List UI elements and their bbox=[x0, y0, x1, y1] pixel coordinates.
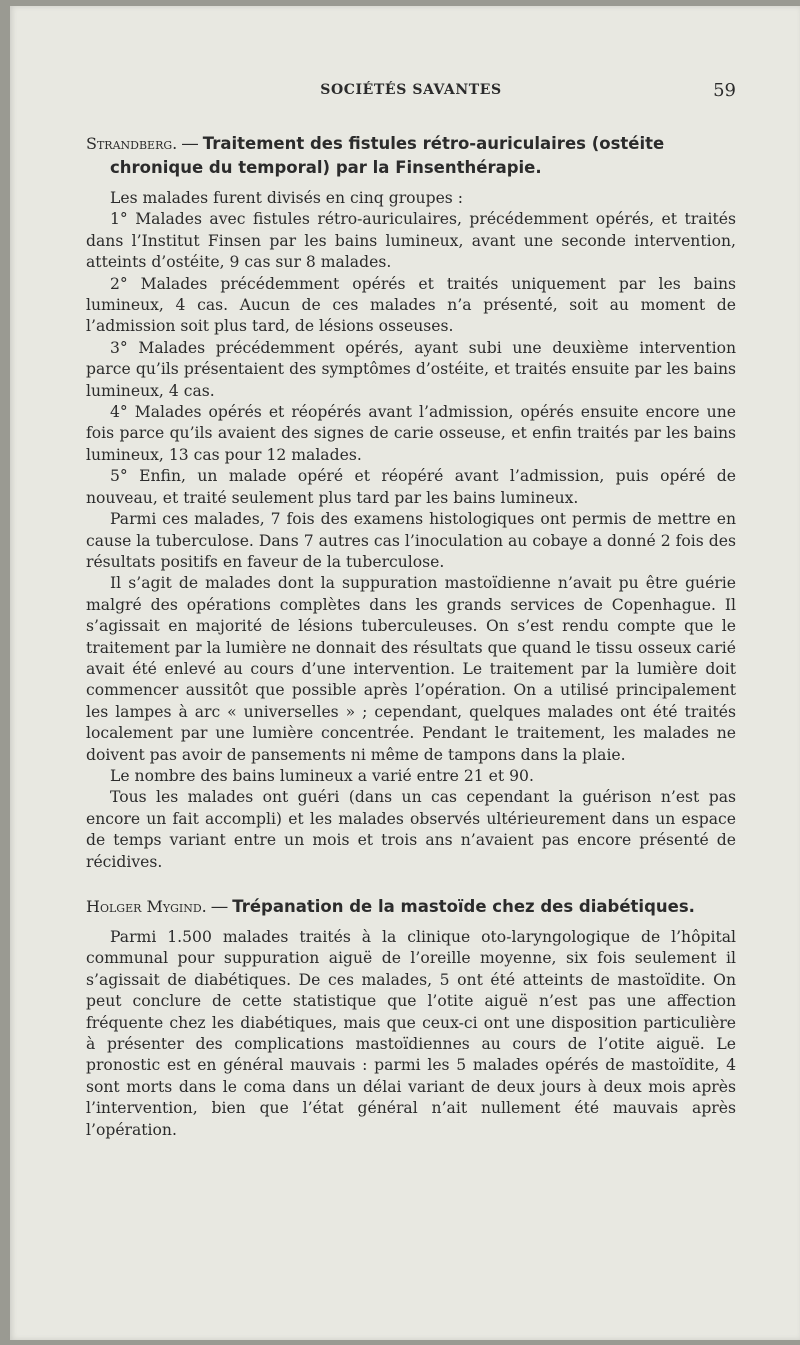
article-title: Traitement des fistules rétro-auriculaires (ostéite chronique du temporal) par la Finsenthérapie. bbox=[110, 134, 665, 177]
running-title: SOCIÉTÉS SAVANTES bbox=[320, 82, 502, 98]
article-heading bbox=[86, 132, 736, 180]
paragraph: Les malades furent divisés en cinq groupes : bbox=[110, 189, 464, 207]
paragraph: Tous les malades ont guéri (dans un cas cependant la guérison n’est pas encore un fait accompli) et les malades observés ultérieurement dans un espace de temps variant entre un mois et trois ans n’avaient pas encore présenté de récidives. bbox=[86, 788, 736, 871]
heading-dash: — bbox=[181, 134, 199, 154]
paragraph: 5° Enfin, un malade opéré et réopéré avant l’admission, puis opéré de nouveau, et traité seulement plus tard par les bains lumineux. bbox=[86, 467, 736, 507]
page-number: 59 bbox=[713, 80, 736, 101]
article-heading bbox=[86, 895, 736, 919]
paragraph: Le nombre des bains lumineux a varié entre 21 et 90. bbox=[110, 766, 534, 785]
paragraph: 2° Malades précédemment opérés et traités uniquement par les bains lumineux, 4 cas. Aucun de ces malades n’a présenté, soit au moment de l’admission soit plus tard, de lésions osseuses. bbox=[86, 274, 736, 336]
article-author: Strandberg. bbox=[86, 134, 178, 153]
paragraph: Parmi 1.500 malades traités à la clinique oto-laryngologique de l’hôpital communal pour suppuration aiguë de l’oreille moyenne, six fois seulement il s’agissait de diabétiques. De ces malades, 5 ont été atteints de mastoïdite. On peut conclure de cette statistique que l’otite aiguë n’est pas une affection fréquente chez les diabétiques, mais que ceux-ci ont une disposition particulière à présenter des complications mastoïdiennes au cours de l’otite aiguë. Le pronostic est en général mauvais : parmi les 5 malades opérés de mastoïdite, 4 sont morts dans le coma dans un délai variant de deux jours à deux mois après l’intervention, bien que l’état général n’ait nullement été mauvais après l’opération. bbox=[86, 928, 736, 1139]
page bbox=[10, 6, 800, 1340]
paragraph: 3° Malades précédemment opérés, ayant subi une deuxième intervention parce qu’ils présentaient des symptômes d’ostéite, et traités ensuite par les bains lumineux, 4 cas. bbox=[86, 338, 736, 400]
heading-dash: — bbox=[210, 897, 229, 917]
running-head bbox=[86, 82, 736, 110]
article-strandberg bbox=[86, 132, 736, 873]
paragraph: Il s’agit de malades dont la suppuration mastoïdienne n’avait pu être guérie malgré des opérations complètes dans les grands services de Copenhague. Il s’agissait en majorité de lésions tuberculeuses. On s’est rendu compte que le traitement par la lumière ne donnait des résultats que quand le tissu osseux carié avait été enlevé au cours d’une intervention. Le traitement par la lumière doit commencer aussitôt que possible après l’opération. On a utilisé principalement les lampes à arc « universelles » ; cependant, quelques malades ont été traités localement par une lumière concentrée. Pendant le traitement, les malades ne doivent pas avoir de pansements ni même de tampons dans la plaie. bbox=[86, 574, 736, 764]
article-author: Holger Mygind. bbox=[86, 897, 207, 916]
article-title: Trépanation de la mastoïde chez des diabétiques. bbox=[232, 897, 695, 916]
paragraph: 4° Malades opérés et réopérés avant l’admission, opérés ensuite encore une fois parce qu’ils avaient des signes de carie osseuse, et enfin traités par les bains lumineux, 13 cas pour 12 malades. bbox=[86, 403, 736, 464]
paragraph: Parmi ces malades, 7 fois des examens histologiques ont permis de mettre en cause la tuberculose. Dans 7 autres cas l’inoculation au cobaye a donné 2 fois des résultats positifs en faveur de la tuberculose. bbox=[86, 510, 736, 571]
paragraph: 1° Malades avec fistules rétro-auriculaires, précédemment opérés, et traités dans l’Institut Finsen par les bains lumineux, avant une seconde intervention, atteints d’ostéite, 9 cas sur 8 malades. bbox=[86, 210, 736, 272]
article-mygind bbox=[86, 895, 736, 1141]
page-content bbox=[86, 82, 736, 1141]
